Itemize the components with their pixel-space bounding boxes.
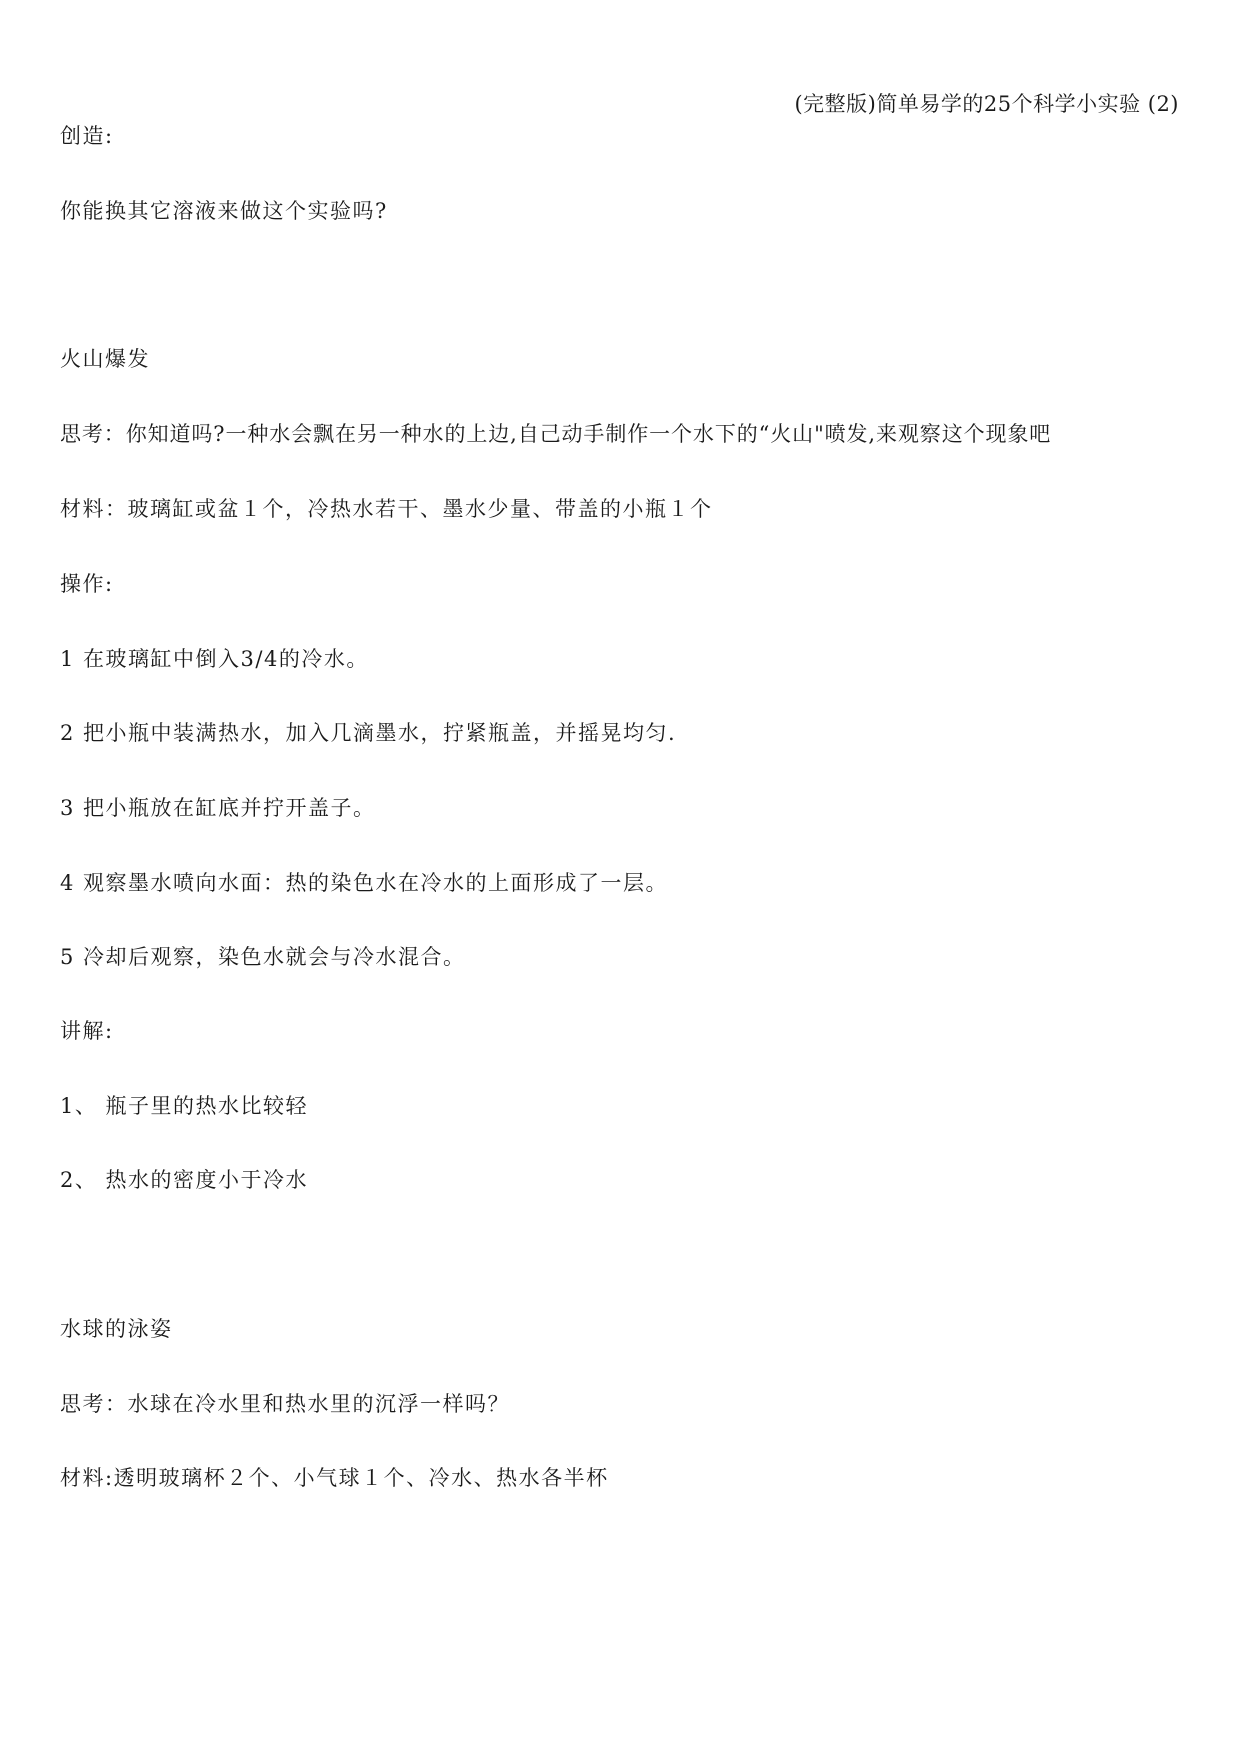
- volcano-step-1: 1 在玻璃缸中倒入3/4的冷水。: [60, 647, 369, 671]
- volcano-think: 思考：你知道吗?一种水会飘在另一种水的上边,自己动手制作一个水下的“火山"喷发,来观察这个现象吧: [60, 422, 1052, 446]
- volcano-step-5: 5 冷却后观察，染色水就会与冷水混合。: [60, 945, 466, 969]
- create-question: 你能换其它溶液来做这个实验吗?: [60, 199, 388, 223]
- volcano-step-4: 4 观察墨水喷向水面：热的染色水在冷水的上面形成了一层。: [60, 871, 669, 895]
- balloon-title: 水球的泳姿: [60, 1317, 173, 1341]
- volcano-explain-1: 1、 瓶子里的热水比较轻: [60, 1094, 309, 1118]
- volcano-explain-heading: 讲解:: [60, 1019, 114, 1043]
- volcano-step-2: 2 把小瓶中装满热水，加入几滴墨水，拧紧瓶盖，并摇晃均匀.: [60, 721, 677, 745]
- running-header: (完整版)简单易学的25个科学小实验 (2): [794, 92, 1179, 116]
- balloon-think: 思考：水球在冷水里和热水里的沉浮一样吗？: [60, 1392, 510, 1416]
- volcano-steps-heading: 操作:: [60, 572, 114, 596]
- volcano-explain-2: 2、 热水的密度小于冷水: [60, 1168, 309, 1192]
- volcano-step-3: 3 把小瓶放在缸底并拧开盖子。: [60, 796, 376, 820]
- create-heading: 创造:: [60, 124, 114, 148]
- volcano-materials: 材料：玻璃缸或盆１个，冷热水若干、墨水少量、带盖的小瓶１个: [60, 497, 713, 521]
- balloon-materials: 材料:透明玻璃杯２个、小气球１个、冷水、热水各半杯: [60, 1466, 609, 1490]
- volcano-title: 火山爆发: [60, 347, 150, 371]
